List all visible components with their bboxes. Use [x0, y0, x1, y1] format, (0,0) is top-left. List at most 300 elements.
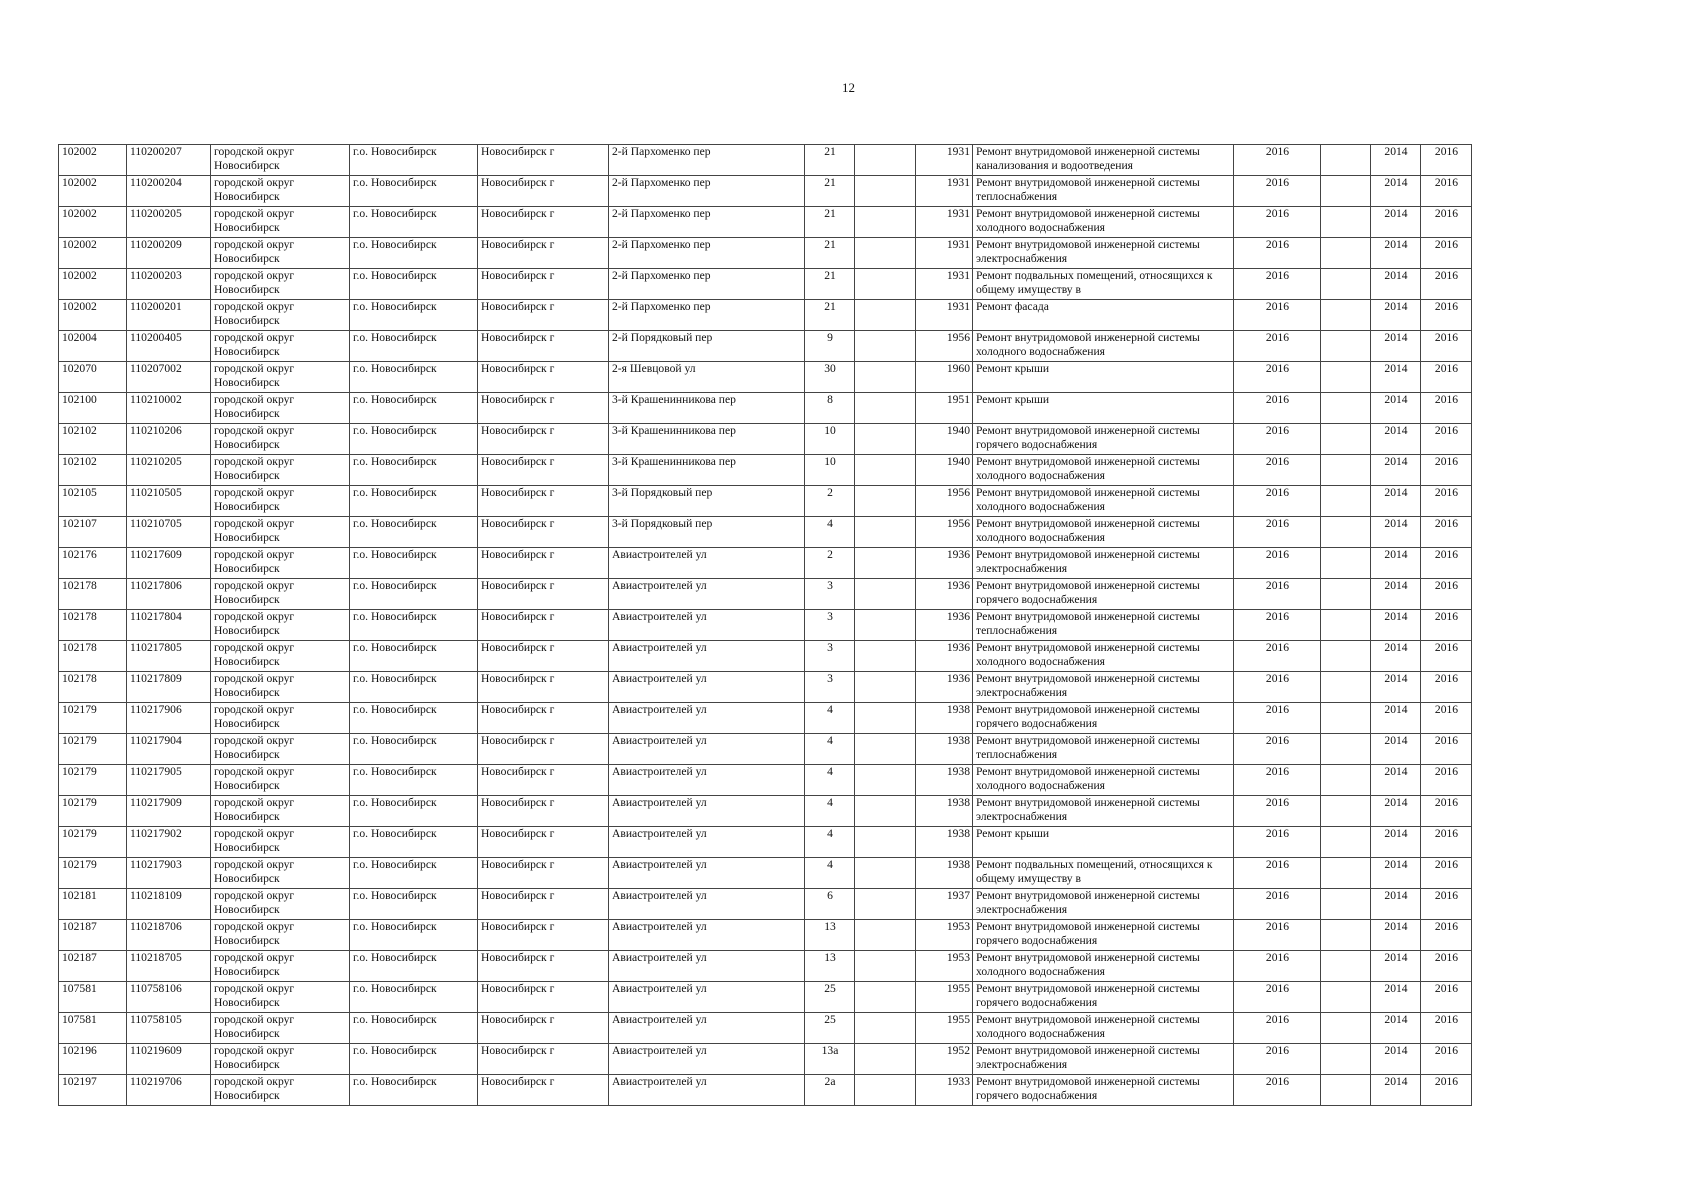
cell-house-number: 3 [805, 672, 855, 703]
cell-end-year: 2016 [1421, 455, 1472, 486]
cell-plan-year: 2016 [1234, 145, 1321, 176]
cell-work-type: Ремонт внутридомовой инженерной системы горячего водоснабжения [973, 920, 1234, 951]
cell-work-type: Ремонт внутридомовой инженерной системы холодного водоснабжения [973, 765, 1234, 796]
cell-object-id: 102002 [59, 145, 127, 176]
cell-element-id: 110219706 [127, 1075, 211, 1106]
cell-object-id: 102178 [59, 610, 127, 641]
cell-house-number: 4 [805, 796, 855, 827]
cell-street: Авиастроителей ул [609, 1013, 805, 1044]
cell-start-year: 2014 [1371, 145, 1421, 176]
cell-plan-year: 2016 [1234, 1013, 1321, 1044]
cell-house-number: 3 [805, 579, 855, 610]
cell-start-year: 2014 [1371, 176, 1421, 207]
cell-house-number: 21 [805, 269, 855, 300]
cell-house-number: 2 [805, 548, 855, 579]
cell-start-year: 2014 [1371, 920, 1421, 951]
cell-start-year: 2014 [1371, 548, 1421, 579]
cell-municipality: городской округ Новосибирск [211, 920, 350, 951]
cell-object-id: 107581 [59, 982, 127, 1013]
cell-blank [1321, 579, 1371, 610]
cell-building [855, 455, 916, 486]
cell-plan-year: 2016 [1234, 610, 1321, 641]
cell-street: Авиастроителей ул [609, 951, 805, 982]
cell-locality: Новосибирск г [478, 238, 609, 269]
cell-build-year: 1931 [916, 207, 973, 238]
cell-street: Авиастроителей ул [609, 920, 805, 951]
cell-object-id: 102176 [59, 548, 127, 579]
cell-municipality: городской округ Новосибирск [211, 734, 350, 765]
table-row [59, 827, 1472, 858]
cell-end-year: 2016 [1421, 858, 1472, 889]
cell-object-id: 102002 [59, 300, 127, 331]
cell-house-number: 30 [805, 362, 855, 393]
cell-building [855, 517, 916, 548]
cell-municipality: городской округ Новосибирск [211, 548, 350, 579]
cell-work-type: Ремонт внутридомовой инженерной системы электроснабжения [973, 548, 1234, 579]
cell-element-id: 110218706 [127, 920, 211, 951]
cell-work-type: Ремонт внутридомовой инженерной системы горячего водоснабжения [973, 982, 1234, 1013]
cell-municipality: городской округ Новосибирск [211, 1044, 350, 1075]
cell-house-number: 4 [805, 703, 855, 734]
cell-element-id: 110210205 [127, 455, 211, 486]
cell-district: г.о. Новосибирск [350, 920, 478, 951]
cell-district: г.о. Новосибирск [350, 579, 478, 610]
cell-municipality: городской округ Новосибирск [211, 1013, 350, 1044]
cell-building [855, 331, 916, 362]
cell-locality: Новосибирск г [478, 362, 609, 393]
cell-house-number: 4 [805, 517, 855, 548]
cell-municipality: городской округ Новосибирск [211, 362, 350, 393]
cell-building [855, 982, 916, 1013]
cell-house-number: 4 [805, 827, 855, 858]
page-number: 12 [842, 80, 855, 95]
cell-municipality: городской округ Новосибирск [211, 951, 350, 982]
cell-municipality: городской округ Новосибирск [211, 672, 350, 703]
cell-build-year: 1938 [916, 858, 973, 889]
cell-plan-year: 2016 [1234, 176, 1321, 207]
cell-building [855, 1013, 916, 1044]
cell-plan-year: 2016 [1234, 641, 1321, 672]
cell-end-year: 2016 [1421, 703, 1472, 734]
cell-start-year: 2014 [1371, 238, 1421, 269]
cell-locality: Новосибирск г [478, 641, 609, 672]
cell-build-year: 1931 [916, 145, 973, 176]
cell-work-type: Ремонт внутридомовой инженерной системы холодного водоснабжения [973, 517, 1234, 548]
cell-building [855, 734, 916, 765]
cell-district: г.о. Новосибирск [350, 362, 478, 393]
cell-element-id: 110217805 [127, 641, 211, 672]
cell-start-year: 2014 [1371, 1075, 1421, 1106]
cell-build-year: 1936 [916, 579, 973, 610]
cell-district: г.о. Новосибирск [350, 176, 478, 207]
cell-element-id: 110219609 [127, 1044, 211, 1075]
cell-object-id: 107581 [59, 1013, 127, 1044]
cell-district: г.о. Новосибирск [350, 455, 478, 486]
cell-work-type: Ремонт внутридомовой инженерной системы холодного водоснабжения [973, 207, 1234, 238]
cell-start-year: 2014 [1371, 269, 1421, 300]
cell-start-year: 2014 [1371, 424, 1421, 455]
cell-work-type: Ремонт внутридомовой инженерной системы теплоснабжения [973, 734, 1234, 765]
cell-district: г.о. Новосибирск [350, 951, 478, 982]
cell-element-id: 110210705 [127, 517, 211, 548]
cell-plan-year: 2016 [1234, 331, 1321, 362]
cell-build-year: 1952 [916, 1044, 973, 1075]
cell-district: г.о. Новосибирск [350, 858, 478, 889]
cell-end-year: 2016 [1421, 176, 1472, 207]
cell-locality: Новосибирск г [478, 300, 609, 331]
cell-object-id: 102179 [59, 765, 127, 796]
cell-start-year: 2014 [1371, 517, 1421, 548]
cell-locality: Новосибирск г [478, 331, 609, 362]
cell-work-type: Ремонт внутридомовой инженерной системы электроснабжения [973, 1044, 1234, 1075]
cell-municipality: городской округ Новосибирск [211, 269, 350, 300]
cell-blank [1321, 455, 1371, 486]
cell-district: г.о. Новосибирск [350, 889, 478, 920]
cell-element-id: 110218109 [127, 889, 211, 920]
cell-street: Авиастроителей ул [609, 579, 805, 610]
cell-plan-year: 2016 [1234, 269, 1321, 300]
cell-plan-year: 2016 [1234, 734, 1321, 765]
cell-building [855, 424, 916, 455]
cell-end-year: 2016 [1421, 920, 1472, 951]
cell-plan-year: 2016 [1234, 517, 1321, 548]
cell-street: Авиастроителей ул [609, 672, 805, 703]
cell-house-number: 10 [805, 455, 855, 486]
cell-locality: Новосибирск г [478, 1044, 609, 1075]
cell-blank [1321, 424, 1371, 455]
cell-building [855, 548, 916, 579]
cell-plan-year: 2016 [1234, 951, 1321, 982]
cell-object-id: 102002 [59, 269, 127, 300]
cell-building [855, 951, 916, 982]
cell-district: г.о. Новосибирск [350, 610, 478, 641]
cell-district: г.о. Новосибирск [350, 982, 478, 1013]
table-row [59, 455, 1472, 486]
cell-end-year: 2016 [1421, 424, 1472, 455]
cell-street: 3-й Порядковый пер [609, 517, 805, 548]
cell-element-id: 110200209 [127, 238, 211, 269]
cell-blank [1321, 951, 1371, 982]
cell-street: Авиастроителей ул [609, 610, 805, 641]
table-row [59, 610, 1472, 641]
cell-blank [1321, 672, 1371, 703]
cell-work-type: Ремонт подвальных помещений, относящихся к общему имуществу в [973, 858, 1234, 889]
cell-object-id: 102100 [59, 393, 127, 424]
cell-house-number: 21 [805, 145, 855, 176]
cell-start-year: 2014 [1371, 982, 1421, 1013]
table-body [59, 145, 1472, 1106]
cell-district: г.о. Новосибирск [350, 238, 478, 269]
cell-element-id: 110217806 [127, 579, 211, 610]
cell-work-type: Ремонт внутридомовой инженерной системы теплоснабжения [973, 176, 1234, 207]
cell-work-type: Ремонт внутридомовой инженерной системы электроснабжения [973, 889, 1234, 920]
cell-house-number: 4 [805, 858, 855, 889]
cell-street: Авиастроителей ул [609, 548, 805, 579]
cell-district: г.о. Новосибирск [350, 486, 478, 517]
cell-district: г.о. Новосибирск [350, 641, 478, 672]
cell-municipality: городской округ Новосибирск [211, 145, 350, 176]
cell-municipality: городской округ Новосибирск [211, 486, 350, 517]
table-row [59, 734, 1472, 765]
cell-plan-year: 2016 [1234, 796, 1321, 827]
cell-house-number: 25 [805, 982, 855, 1013]
cell-district: г.о. Новосибирск [350, 517, 478, 548]
cell-plan-year: 2016 [1234, 455, 1321, 486]
cell-element-id: 110200207 [127, 145, 211, 176]
cell-street: Авиастроителей ул [609, 1044, 805, 1075]
cell-house-number: 13 [805, 951, 855, 982]
cell-street: 3-й Порядковый пер [609, 486, 805, 517]
cell-house-number: 3 [805, 610, 855, 641]
cell-municipality: городской округ Новосибирск [211, 300, 350, 331]
cell-start-year: 2014 [1371, 300, 1421, 331]
cell-blank [1321, 176, 1371, 207]
cell-street: Авиастроителей ул [609, 1075, 805, 1106]
cell-blank [1321, 734, 1371, 765]
cell-build-year: 1951 [916, 393, 973, 424]
cell-street: Авиастроителей ул [609, 982, 805, 1013]
cell-district: г.о. Новосибирск [350, 796, 478, 827]
cell-locality: Новосибирск г [478, 920, 609, 951]
cell-object-id: 102004 [59, 331, 127, 362]
cell-element-id: 110217804 [127, 610, 211, 641]
cell-start-year: 2014 [1371, 734, 1421, 765]
cell-district: г.о. Новосибирск [350, 1075, 478, 1106]
cell-work-type: Ремонт внутридомовой инженерной системы холодного водоснабжения [973, 331, 1234, 362]
cell-municipality: городской округ Новосибирск [211, 982, 350, 1013]
cell-municipality: городской округ Новосибирск [211, 176, 350, 207]
cell-locality: Новосибирск г [478, 765, 609, 796]
cell-work-type: Ремонт подвальных помещений, относящихся к общему имуществу в [973, 269, 1234, 300]
cell-district: г.о. Новосибирск [350, 765, 478, 796]
capital-repair-table [58, 144, 1472, 1106]
cell-locality: Новосибирск г [478, 858, 609, 889]
cell-blank [1321, 610, 1371, 641]
cell-plan-year: 2016 [1234, 672, 1321, 703]
cell-house-number: 4 [805, 765, 855, 796]
table-row [59, 951, 1472, 982]
cell-municipality: городской округ Новосибирск [211, 1075, 350, 1106]
cell-end-year: 2016 [1421, 1044, 1472, 1075]
cell-street: 3-й Крашенинникова пер [609, 455, 805, 486]
cell-house-number: 21 [805, 300, 855, 331]
table-row [59, 424, 1472, 455]
cell-object-id: 102197 [59, 1075, 127, 1106]
table-row [59, 889, 1472, 920]
cell-object-id: 102179 [59, 734, 127, 765]
cell-street: 3-й Крашенинникова пер [609, 393, 805, 424]
cell-start-year: 2014 [1371, 765, 1421, 796]
cell-work-type: Ремонт внутридомовой инженерной системы холодного водоснабжения [973, 486, 1234, 517]
cell-work-type: Ремонт внутридомовой инженерной системы горячего водоснабжения [973, 579, 1234, 610]
cell-municipality: городской округ Новосибирск [211, 424, 350, 455]
table-row [59, 331, 1472, 362]
cell-house-number: 2 [805, 486, 855, 517]
cell-locality: Новосибирск г [478, 951, 609, 982]
cell-plan-year: 2016 [1234, 827, 1321, 858]
table-row [59, 920, 1472, 951]
cell-building [855, 858, 916, 889]
cell-house-number: 8 [805, 393, 855, 424]
cell-end-year: 2016 [1421, 765, 1472, 796]
cell-locality: Новосибирск г [478, 486, 609, 517]
cell-district: г.о. Новосибирск [350, 548, 478, 579]
cell-locality: Новосибирск г [478, 455, 609, 486]
cell-object-id: 102179 [59, 796, 127, 827]
cell-street: 2-й Пархоменко пер [609, 145, 805, 176]
cell-start-year: 2014 [1371, 1013, 1421, 1044]
cell-municipality: городской округ Новосибирск [211, 517, 350, 548]
cell-locality: Новосибирск г [478, 827, 609, 858]
cell-plan-year: 2016 [1234, 982, 1321, 1013]
cell-street: Авиастроителей ул [609, 734, 805, 765]
cell-building [855, 269, 916, 300]
cell-build-year: 1938 [916, 796, 973, 827]
cell-work-type: Ремонт крыши [973, 393, 1234, 424]
cell-building [855, 300, 916, 331]
cell-work-type: Ремонт фасада [973, 300, 1234, 331]
cell-build-year: 1936 [916, 672, 973, 703]
cell-element-id: 110218705 [127, 951, 211, 982]
cell-municipality: городской округ Новосибирск [211, 579, 350, 610]
cell-plan-year: 2016 [1234, 920, 1321, 951]
cell-build-year: 1931 [916, 176, 973, 207]
cell-object-id: 102070 [59, 362, 127, 393]
cell-building [855, 486, 916, 517]
cell-plan-year: 2016 [1234, 889, 1321, 920]
cell-object-id: 102102 [59, 424, 127, 455]
cell-building [855, 641, 916, 672]
cell-street: Авиастроителей ул [609, 703, 805, 734]
cell-plan-year: 2016 [1234, 1075, 1321, 1106]
cell-district: г.о. Новосибирск [350, 1013, 478, 1044]
cell-district: г.о. Новосибирск [350, 827, 478, 858]
cell-house-number: 21 [805, 238, 855, 269]
cell-plan-year: 2016 [1234, 424, 1321, 455]
cell-locality: Новосибирск г [478, 548, 609, 579]
cell-end-year: 2016 [1421, 331, 1472, 362]
table-row [59, 1044, 1472, 1075]
cell-build-year: 1940 [916, 455, 973, 486]
cell-building [855, 207, 916, 238]
cell-district: г.о. Новосибирск [350, 207, 478, 238]
table-row [59, 517, 1472, 548]
cell-street: Авиастроителей ул [609, 827, 805, 858]
cell-build-year: 1936 [916, 548, 973, 579]
cell-build-year: 1956 [916, 486, 973, 517]
cell-end-year: 2016 [1421, 517, 1472, 548]
cell-municipality: городской округ Новосибирск [211, 827, 350, 858]
cell-plan-year: 2016 [1234, 486, 1321, 517]
cell-build-year: 1953 [916, 951, 973, 982]
cell-street: 2-й Пархоменко пер [609, 269, 805, 300]
cell-municipality: городской округ Новосибирск [211, 393, 350, 424]
cell-building [855, 145, 916, 176]
cell-element-id: 110217902 [127, 827, 211, 858]
cell-municipality: городской округ Новосибирск [211, 765, 350, 796]
cell-building [855, 238, 916, 269]
cell-street: 2-я Шевцовой ул [609, 362, 805, 393]
cell-blank [1321, 765, 1371, 796]
table-row [59, 300, 1472, 331]
cell-build-year: 1960 [916, 362, 973, 393]
cell-object-id: 102105 [59, 486, 127, 517]
cell-build-year: 1937 [916, 889, 973, 920]
cell-start-year: 2014 [1371, 455, 1421, 486]
cell-end-year: 2016 [1421, 548, 1472, 579]
table-row [59, 1013, 1472, 1044]
table-row [59, 703, 1472, 734]
cell-work-type: Ремонт внутридомовой инженерной системы электроснабжения [973, 672, 1234, 703]
cell-street: Авиастроителей ул [609, 858, 805, 889]
cell-work-type: Ремонт внутридомовой инженерной системы канализования и водоотведения [973, 145, 1234, 176]
cell-start-year: 2014 [1371, 641, 1421, 672]
cell-object-id: 102181 [59, 889, 127, 920]
cell-start-year: 2014 [1371, 889, 1421, 920]
cell-end-year: 2016 [1421, 672, 1472, 703]
cell-element-id: 110207002 [127, 362, 211, 393]
cell-plan-year: 2016 [1234, 703, 1321, 734]
table-row [59, 548, 1472, 579]
cell-element-id: 110210002 [127, 393, 211, 424]
cell-locality: Новосибирск г [478, 889, 609, 920]
cell-element-id: 110200204 [127, 176, 211, 207]
table-row [59, 362, 1472, 393]
cell-district: г.о. Новосибирск [350, 703, 478, 734]
cell-start-year: 2014 [1371, 672, 1421, 703]
cell-object-id: 102179 [59, 858, 127, 889]
cell-plan-year: 2016 [1234, 579, 1321, 610]
cell-street: 2-й Пархоменко пер [609, 176, 805, 207]
cell-element-id: 110210206 [127, 424, 211, 455]
cell-start-year: 2014 [1371, 207, 1421, 238]
cell-building [855, 920, 916, 951]
cell-district: г.о. Новосибирск [350, 145, 478, 176]
table-row [59, 176, 1472, 207]
cell-house-number: 3 [805, 641, 855, 672]
cell-municipality: городской округ Новосибирск [211, 610, 350, 641]
cell-locality: Новосибирск г [478, 579, 609, 610]
cell-building [855, 393, 916, 424]
cell-plan-year: 2016 [1234, 300, 1321, 331]
cell-build-year: 1955 [916, 1013, 973, 1044]
cell-building [855, 1044, 916, 1075]
table-row [59, 1075, 1472, 1106]
cell-locality: Новосибирск г [478, 1075, 609, 1106]
cell-blank [1321, 920, 1371, 951]
cell-end-year: 2016 [1421, 393, 1472, 424]
cell-element-id: 110217909 [127, 796, 211, 827]
cell-object-id: 102179 [59, 827, 127, 858]
cell-element-id: 110200203 [127, 269, 211, 300]
cell-end-year: 2016 [1421, 951, 1472, 982]
cell-build-year: 1938 [916, 827, 973, 858]
cell-object-id: 102178 [59, 672, 127, 703]
cell-street: 2-й Пархоменко пер [609, 207, 805, 238]
cell-build-year: 1956 [916, 331, 973, 362]
cell-object-id: 102178 [59, 579, 127, 610]
cell-end-year: 2016 [1421, 796, 1472, 827]
cell-build-year: 1938 [916, 703, 973, 734]
cell-locality: Новосибирск г [478, 517, 609, 548]
cell-build-year: 1931 [916, 300, 973, 331]
cell-blank [1321, 238, 1371, 269]
cell-build-year: 1938 [916, 765, 973, 796]
cell-end-year: 2016 [1421, 486, 1472, 517]
cell-locality: Новосибирск г [478, 734, 609, 765]
cell-building [855, 796, 916, 827]
table-row [59, 982, 1472, 1013]
